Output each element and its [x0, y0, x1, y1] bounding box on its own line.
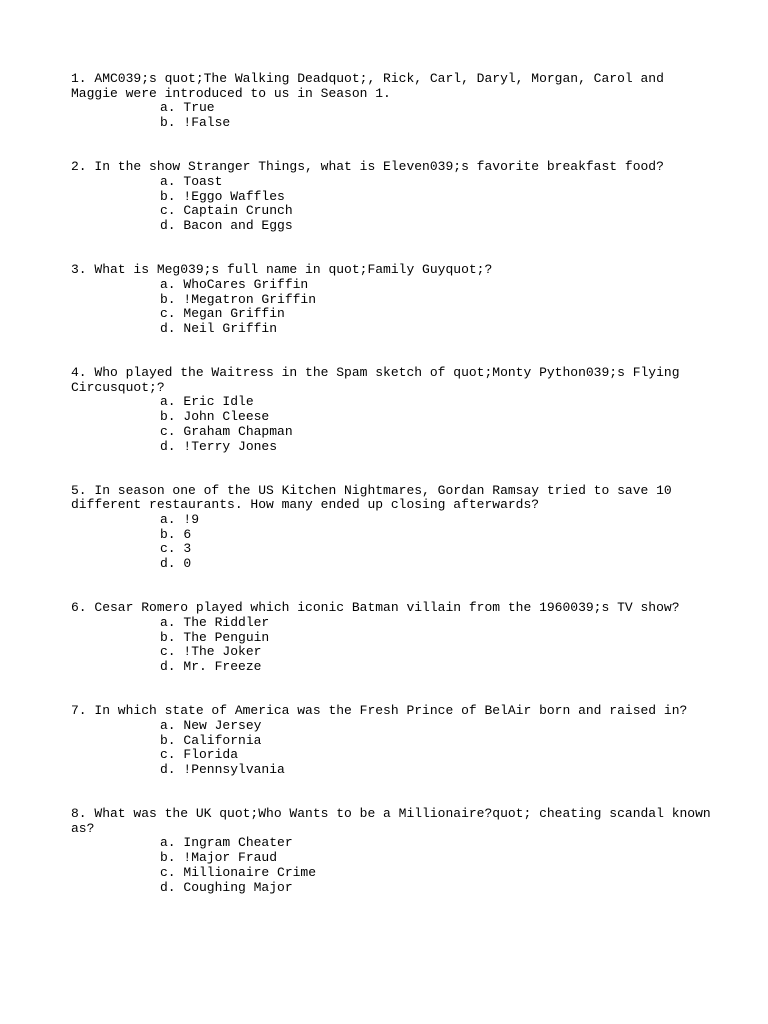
answer-option: b. !Megatron Griffin [160, 291, 317, 307]
question-text: 3. What is Meg039;s full name in quot;Family Guyquot;? [71, 262, 493, 278]
answer-option: a. Ingram Cheater [160, 835, 293, 851]
answer-option: b. !False [160, 115, 231, 131]
question-8 [71, 807, 711, 895]
answer-option: d. Coughing Major [160, 879, 293, 895]
answer-option: a. !9 [160, 512, 200, 528]
answer-option: d. Bacon and Eggs [160, 218, 293, 234]
answer-options [71, 395, 711, 454]
question-4 [71, 366, 711, 454]
question-6 [71, 601, 711, 675]
answer-option: b. The Penguin [160, 629, 270, 645]
answer-option: a. Toast [160, 173, 223, 189]
answer-option: a. Eric Idle [160, 394, 254, 410]
answer-option: c. Florida [160, 747, 239, 763]
answer-option: b. 6 [160, 526, 192, 542]
answer-option: b. !Eggo Waffles [160, 188, 285, 204]
answer-option: a. New Jersey [160, 717, 262, 733]
answer-option: a. The Riddler [160, 614, 270, 630]
question-text: 5. In season one of the US Kitchen Nightmares, Gordan Ramsay tried to save 10 different restaurants. How many ended up closing afterwards? [71, 482, 672, 513]
answer-options [71, 513, 711, 572]
question-1 [71, 72, 711, 131]
answer-option: c. Megan Griffin [160, 306, 285, 322]
answer-option: c. !The Joker [160, 644, 262, 660]
answer-option: d. Neil Griffin [160, 320, 278, 336]
question-3 [71, 263, 711, 337]
answer-option: c. 3 [160, 541, 192, 557]
answer-option: d. Mr. Freeze [160, 659, 262, 675]
answer-options [71, 101, 711, 130]
question-7 [71, 704, 711, 778]
question-5 [71, 484, 711, 572]
answer-option: b. California [160, 732, 262, 748]
answer-option: c. Captain Crunch [160, 203, 293, 219]
answer-options [71, 278, 711, 337]
answer-option: c. Graham Chapman [160, 423, 293, 439]
answer-options [71, 719, 711, 778]
question-text: 6. Cesar Romero played which iconic Batman villain from the 1960039;s TV show? [71, 600, 680, 616]
answer-option: a. WhoCares Griffin [160, 276, 309, 292]
answer-option: d. !Terry Jones [160, 438, 278, 454]
answer-option: d. 0 [160, 556, 192, 572]
quiz-content [71, 72, 711, 925]
question-text: 4. Who played the Waitress in the Spam sketch of quot;Monty Python039;s Flying Circusquot;? [71, 365, 680, 395]
answer-option: d. !Pennsylvania [160, 761, 285, 777]
question-2 [71, 160, 711, 234]
answer-option: b. !Major Fraud [160, 850, 278, 866]
answer-options [71, 175, 711, 234]
answer-option: b. John Cleese [160, 409, 270, 425]
question-text: 7. In which state of America was the Fresh Prince of BelAir born and raised in? [71, 703, 688, 719]
answer-options [71, 616, 711, 675]
question-text: 2. In the show Stranger Things, what is Eleven039;s favorite breakfast food? [71, 159, 664, 175]
question-text: 1. AMC039;s quot;The Walking Deadquot;, Rick, Carl, Daryl, Morgan, Carol and Maggie were introduced to us in Season 1. [71, 71, 664, 101]
question-text: 8. What was the UK quot;Who Wants to be a Millionaire?quot; cheating scandal known as? [71, 806, 711, 836]
answer-option: c. Millionaire Crime [160, 864, 317, 880]
answer-option: a. True [160, 100, 215, 116]
answer-options [71, 836, 711, 895]
